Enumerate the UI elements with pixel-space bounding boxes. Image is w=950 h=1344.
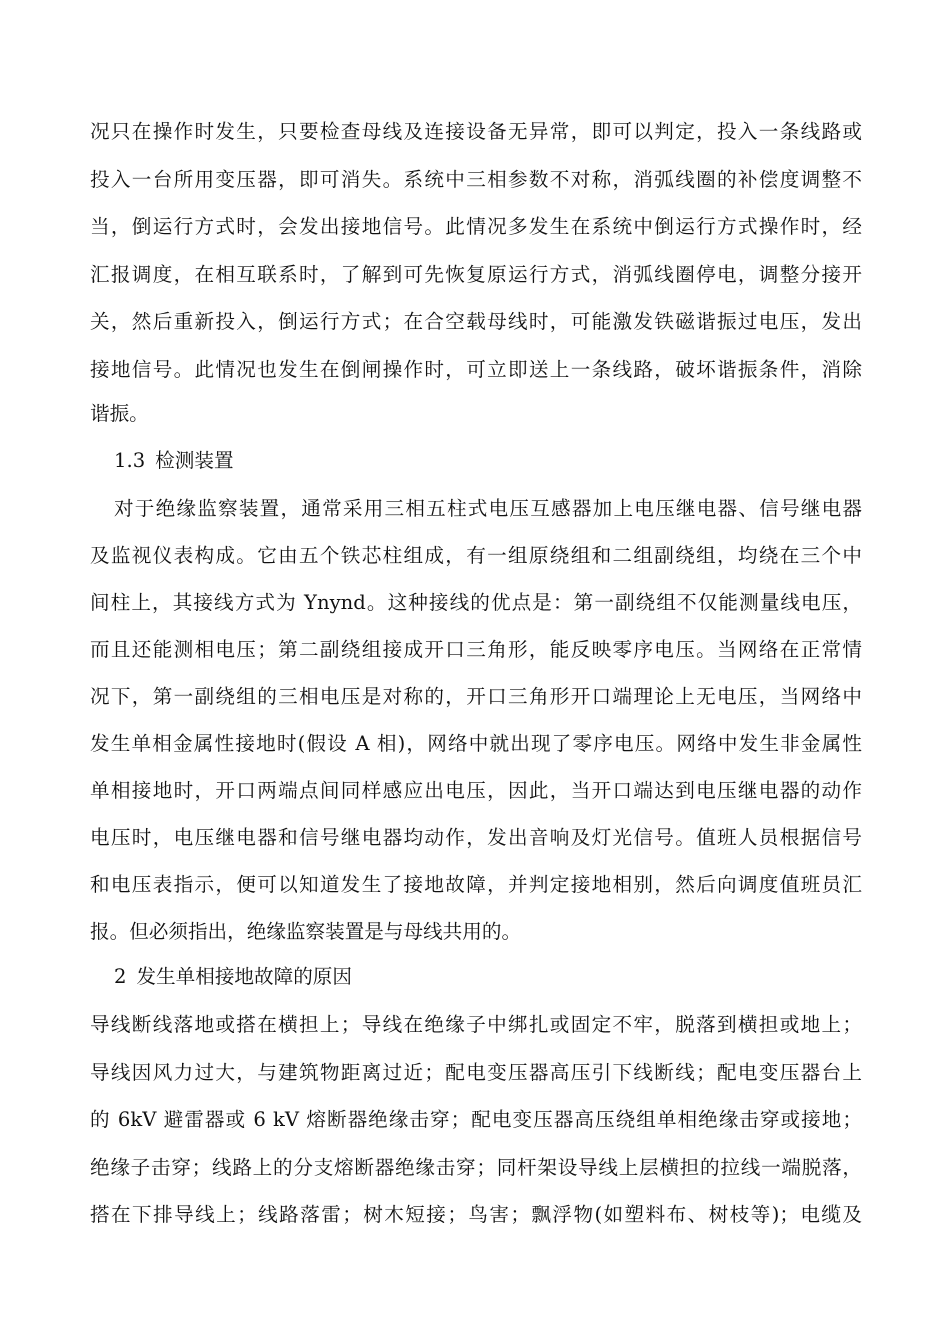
section-2-heading: [114, 957, 352, 997]
paragraph-2-line-1: 对于绝缘监察装置，通常采用三相五柱式电压互感器加上电压继电器、信号继电器: [114, 497, 862, 520]
paragraph-2-line-5: 况下，第一副绕组的三相电压是对称的，开口三角形开口端理论上无电压，当网络中: [90, 685, 862, 708]
paragraph-2-line-10: 报。但必须指出，绝缘监察装置是与母线共用的。: [90, 920, 522, 943]
paragraph-2-line-2: 及监视仪表构成。它由五个铁芯柱组成，有一组原绕组和二组副绕组，均绕在三个中: [90, 544, 862, 567]
paragraph-1-line-7: 谐振。: [90, 402, 149, 425]
paragraph-3-line-1: 导线断线落地或搭在横担上；导线在绝缘子中绑扎或固定不牢，脱落到横担或地上；: [90, 1013, 862, 1036]
section-1-3-heading: [114, 441, 234, 481]
paragraph-3-line-4: 绝缘子击穿；线路上的分支熔断器绝缘击穿；同杆架设导线上层横担的拉线一端脱落，: [90, 1156, 862, 1179]
paragraph-2-line-4: 而且还能测相电压；第二副绕组接成开口三角形，能反映零序电压。当网络在正常情: [90, 638, 862, 661]
paragraph-3-line-5: 搭在下排导线上；线路落雷；树木短接；鸟害；飘浮物(如塑料布、树枝等)；电缆及: [90, 1203, 862, 1226]
paragraph-2-line-7: 单相接地时，开口两端点间同样感应出电压，因此，当开口端达到电压继电器的动作: [90, 779, 862, 802]
paragraph-3-line-3: 的 6kV 避雷器或 6 kV 熔断器绝缘击穿；配电变压器高压绕组单相绝缘击穿或接地；: [90, 1108, 862, 1131]
paragraph-2-line-9: 和电压表指示，便可以知道发生了接地故障，并判定接地相别，然后向调度值班员汇: [90, 873, 862, 896]
paragraph-2-line-3: 间柱上，其接线方式为 Ynynd。这种接线的优点是：第一副绕组不仅能测量线电压，: [90, 591, 862, 614]
paragraph-1-line-1: 况只在操作时发生，只要检查母线及连接设备无异常，即可以判定，投入一条线路或: [90, 120, 862, 143]
section-2-number: 2: [114, 965, 127, 988]
paragraph-2-line-6: 发生单相金属性接地时(假设 A 相)，网络中就出现了零序电压。网络中发生非金属性: [90, 732, 862, 755]
paragraph-1-line-2: 投入一台所用变压器，即可消失。系统中三相参数不对称，消弧线圈的补偿度调整不: [90, 168, 862, 191]
paragraph-1-line-5: 关，然后重新投入，倒运行方式；在合空载母线时，可能激发铁磁谐振过电压，发出: [90, 310, 862, 333]
paragraph-2-line-8: 电压时，电压继电器和信号继电器均动作，发出音响及灯光信号。值班人员根据信号: [90, 826, 862, 849]
section-2-title: 发生单相接地故障的原因: [136, 965, 352, 988]
paragraph-3-line-2: 导线因风力过大，与建筑物距离过近；配电变压器高压引下线断线；配电变压器台上: [90, 1061, 862, 1084]
section-1-3-number: 1.3: [114, 449, 146, 472]
paragraph-1-line-6: 接地信号。此情况也发生在倒闸操作时，可立即送上一条线路，破坏谐振条件，消除: [90, 358, 862, 381]
section-1-3-title: 检测装置: [155, 449, 234, 472]
paragraph-1-line-4: 汇报调度，在相互联系时，了解到可先恢复原运行方式，消弧线圈停电，调整分接开: [90, 263, 862, 286]
paragraph-1-line-3: 当，倒运行方式时，会发出接地信号。此情况多发生在系统中倒运行方式操作时，经: [90, 215, 862, 238]
